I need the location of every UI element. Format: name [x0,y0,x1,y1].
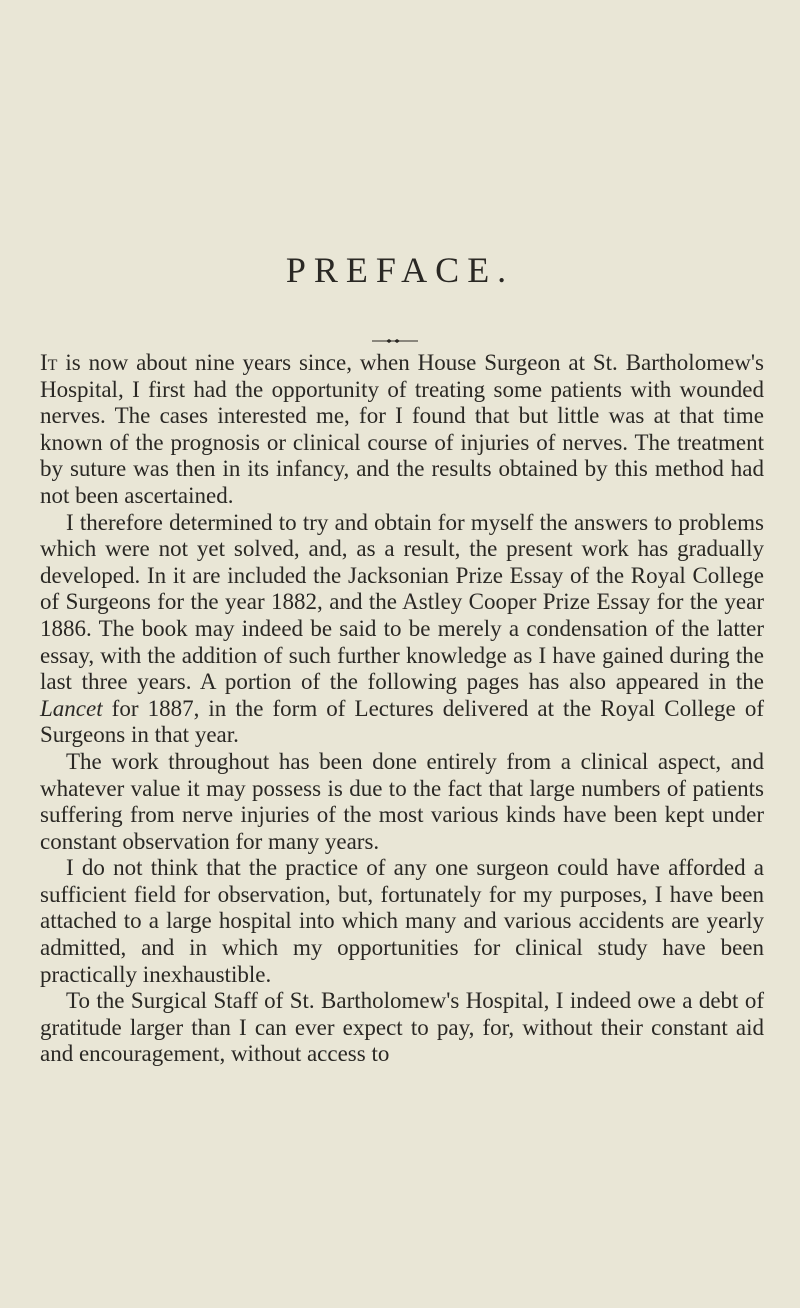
paragraph-2 [40,510,764,749]
paragraph-lead-word: It [40,350,58,375]
paragraph-text: is now about nine years since, when House Surgeon at St. Bartholomew's Hospital, I first had the opportunity of treating some patients with wounded nerves. The cases interested me, for I found that but little was at that time known of the prognosis or clinical course of injuries of nerves. The treatment by suture was then in its infancy, and the results obtained by this method had not been ascertained. [40,350,764,508]
paragraph-3 [40,749,764,855]
paragraph-text: To the Surgical Staff of St. Bartholomew's Hospital, I indeed owe a debt of gratitude larger than I can ever expect to pay, for, without their constant aid and encouragement, without access to [40,988,764,1067]
page-title: PREFACE. [285,250,515,290]
paragraph-text: The work throughout has been done entirely from a clinical aspect, and whatever value it may possess is due to the fact that large numbers of patients suffering from nerve injuries of the most various kinds have been kept under constant observation for many years. [40,748,764,854]
paragraph-text: I do not think that the practice of any one surgeon could have afforded a sufficient field for observation, but, fortunately for my purposes, I have been attached to a large hospital into which many and various accidents are yearly admitted, and in which my opportunities for clinical study have been practically inexhaustible. [40,855,764,987]
preface-body [40,350,764,1068]
paragraph-4 [40,855,764,988]
journal-title: Lancet [40,695,103,721]
paragraph-text-continued: for 1887, in the form of Lectures delivered at the Royal College of Surgeons in that year. [40,695,764,748]
paragraph-1 [40,350,764,510]
divider-ornament [370,336,420,346]
paragraph-text: I therefore determined to try and obtain for myself the answers to problems which were not yet solved, and, as a result, the present work has gradually developed. In it are included the Jacksonian Prize Essay of the Royal College of Surgeons for the year 1882, and the Astley Cooper Prize Essay for the year 1886. The book may indeed be said to be merely a condensation of the latter essay, with the addition of such further knowledge as I have gained during the last three years. A portion of the following pages has also appeared in the [40,509,764,695]
paragraph-5 [40,988,764,1068]
